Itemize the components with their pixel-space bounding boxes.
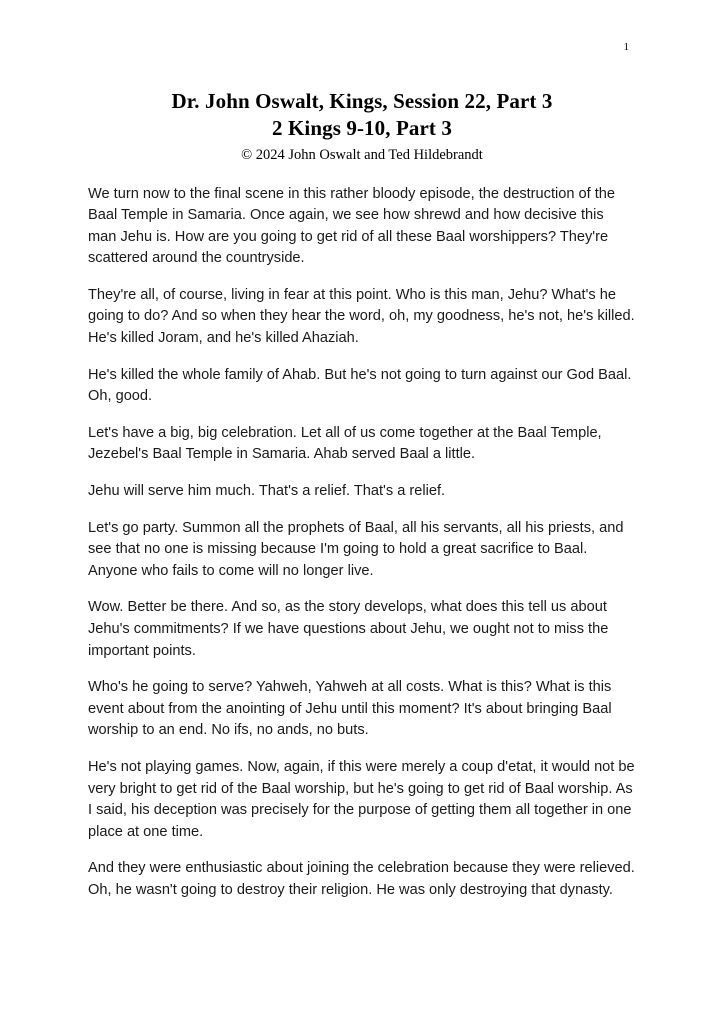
title-block (88, 88, 636, 167)
paragraph: Jehu will serve him much. That's a relief. That's a relief. (88, 483, 446, 500)
copyright-notice: © 2024 John Oswalt and Ted Hildebrandt (241, 146, 483, 163)
document-subtitle: 2 Kings 9-10, Part 3 (272, 115, 452, 140)
paragraph: He's killed the whole family of Ahab. But he's not going to turn against our God Baal. Oh, good. (88, 366, 632, 405)
paragraph: Wow. Better be there. And so, as the story develops, what does this tell us about Jehu's commitments? If we have questions about Jehu, we ought not to miss the important points. (88, 599, 609, 659)
page-number: 1 (623, 41, 629, 53)
paragraph: They're all, of course, living in fear at this point. Who is this man, Jehu? What's he going to do? And so when they hear the word, oh, my goodness, he's not, he's killed. He's killed Joram, and he's killed Ahaziah. (88, 286, 635, 347)
body-text (88, 184, 636, 902)
paragraph: Who's he going to serve? Yahweh, Yahweh at all costs. What is this? What is this event about from the anointing of Jehu until this moment? It's about bringing Baal worship to an end. No ifs, no ands, no buts. (88, 679, 612, 739)
paragraph: And they were enthusiastic about joining the celebration because they were relieved. Oh, he wasn't going to destroy their religion. He was only destroying that dynasty. (88, 860, 635, 898)
paragraph: Let's have a big, big celebration. Let all of us come together at the Baal Temple, Jezebel's Baal Temple in Samaria. Ahab served Baal a little. (88, 424, 602, 463)
document-title: Dr. John Oswalt, Kings, Session 22, Part 3 (171, 89, 553, 113)
document-content (88, 88, 636, 902)
paragraph: He's not playing games. Now, again, if this were merely a coup d'etat, it would not be very bright to get rid of the Baal worship, but he's going to get rid of Baal worship. As I said, his deception was precisely for the purpose of getting them all together in one place at one time. (88, 758, 635, 840)
paragraph: Let's go party. Summon all the prophets of Baal, all his servants, all his priests, and see that no one is missing because I'm going to hold a great sacrifice to Baal. Anyone who fails to come will no longer live. (88, 519, 624, 579)
paragraph: We turn now to the final scene in this rather bloody episode, the destruction of the Baal Temple in Samaria. Once again, we see how shrewd and how decisive this man Jehu is. How are you going to get rid of all these Baal worshippers? They're scattered around the countryside. (88, 185, 616, 267)
